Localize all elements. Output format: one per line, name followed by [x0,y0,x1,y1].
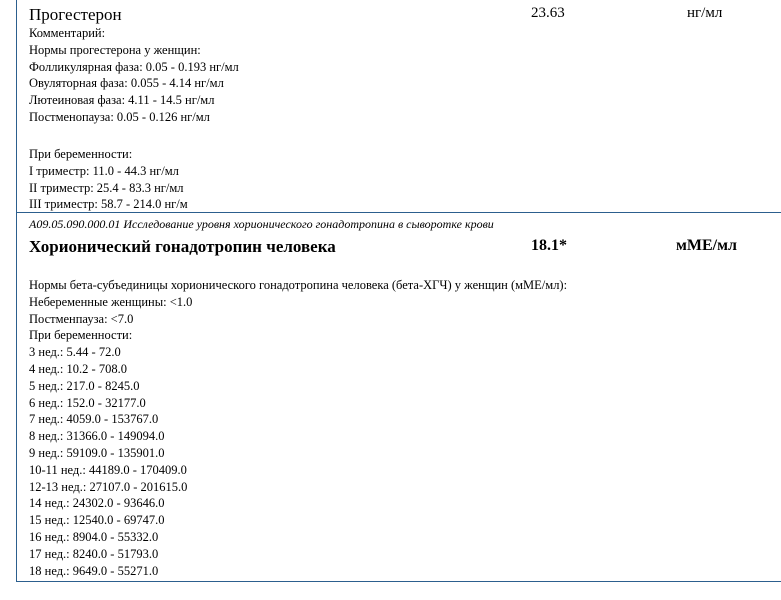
progesterone-reference-comments [29,25,239,126]
comment-line: Овуляторная фаза: 0.055 - 4.14 нг/мл [29,76,224,91]
reference-line: 10-11 нед.: 44189.0 - 170409.0 [29,462,187,477]
reference-line: Нормы бета-субъединицы хорионического гонадотропина человека (бета-ХГЧ) у женщин (мМЕ/мл): [29,278,568,292]
comment-line: Нормы прогестерона у женщин: [29,42,201,57]
reference-line: 5 нед.: 217.0 - 8245.0 [29,378,140,393]
progesterone-unit: нг/мл [687,5,723,21]
reference-line: 18 нед.: 9649.0 - 55271.0 [29,563,159,578]
reference-line: 7 нед.: 4059.0 - 153767.0 [29,412,159,427]
comment-line: Лютеиновая фаза: 4.11 - 14.5 нг/мл [29,93,215,108]
comment-line: Фолликулярная фаза: 0.05 - 0.193 нг/мл [29,59,239,74]
reference-line: 12-13 нед.: 27107.0 - 201615.0 [29,479,188,494]
hcg-test-name: Хорионический гонадотропин человека [29,237,336,256]
progesterone-pregnancy-ranges [29,146,188,213]
reference-line: 8 нед.: 31366.0 - 149094.0 [29,429,165,444]
reference-line: 6 нед.: 152.0 - 32177.0 [29,395,146,410]
comment-line: Постменопауза: 0.05 - 0.126 нг/мл [29,109,210,124]
hcg-unit: мМЕ/мл [676,237,737,254]
pregnancy-line: II триместр: 25.4 - 83.3 нг/мл [29,180,184,195]
progesterone-result-value: 23.63 [531,5,565,21]
reference-line: 14 нед.: 24302.0 - 93646.0 [29,496,165,511]
comment-line: Комментарий: [29,26,106,40]
reference-line: 15 нед.: 12540.0 - 69747.0 [29,513,165,528]
pregnancy-line: I триместр: 11.0 - 44.3 нг/мл [29,163,179,178]
pregnancy-line: III триместр: 58.7 - 214.0 нг/м [29,197,188,212]
reference-line: 17 нед.: 8240.0 - 51793.0 [29,546,159,561]
hcg-reference-ranges [29,277,567,579]
reference-line: 3 нед.: 5.44 - 72.0 [29,345,121,360]
reference-line: Небеременные женщины: <1.0 [29,294,193,309]
reference-line: 9 нед.: 59109.0 - 135901.0 [29,445,165,460]
reference-line: При беременности: [29,328,133,343]
hcg-test-code: A09.05.090.000.01 Исследование уровня хорионического гонадотропина в сыворотке крови [29,217,494,231]
reference-line: Постменпауза: <7.0 [29,311,134,326]
pregnancy-line: При беременности: [29,147,133,161]
progesterone-test-name: Прогестерон [29,5,122,24]
reference-line: 16 нед.: 8904.0 - 55332.0 [29,529,159,544]
reference-line: 4 нед.: 10.2 - 708.0 [29,361,127,376]
hcg-result-value: 18.1* [531,237,567,254]
